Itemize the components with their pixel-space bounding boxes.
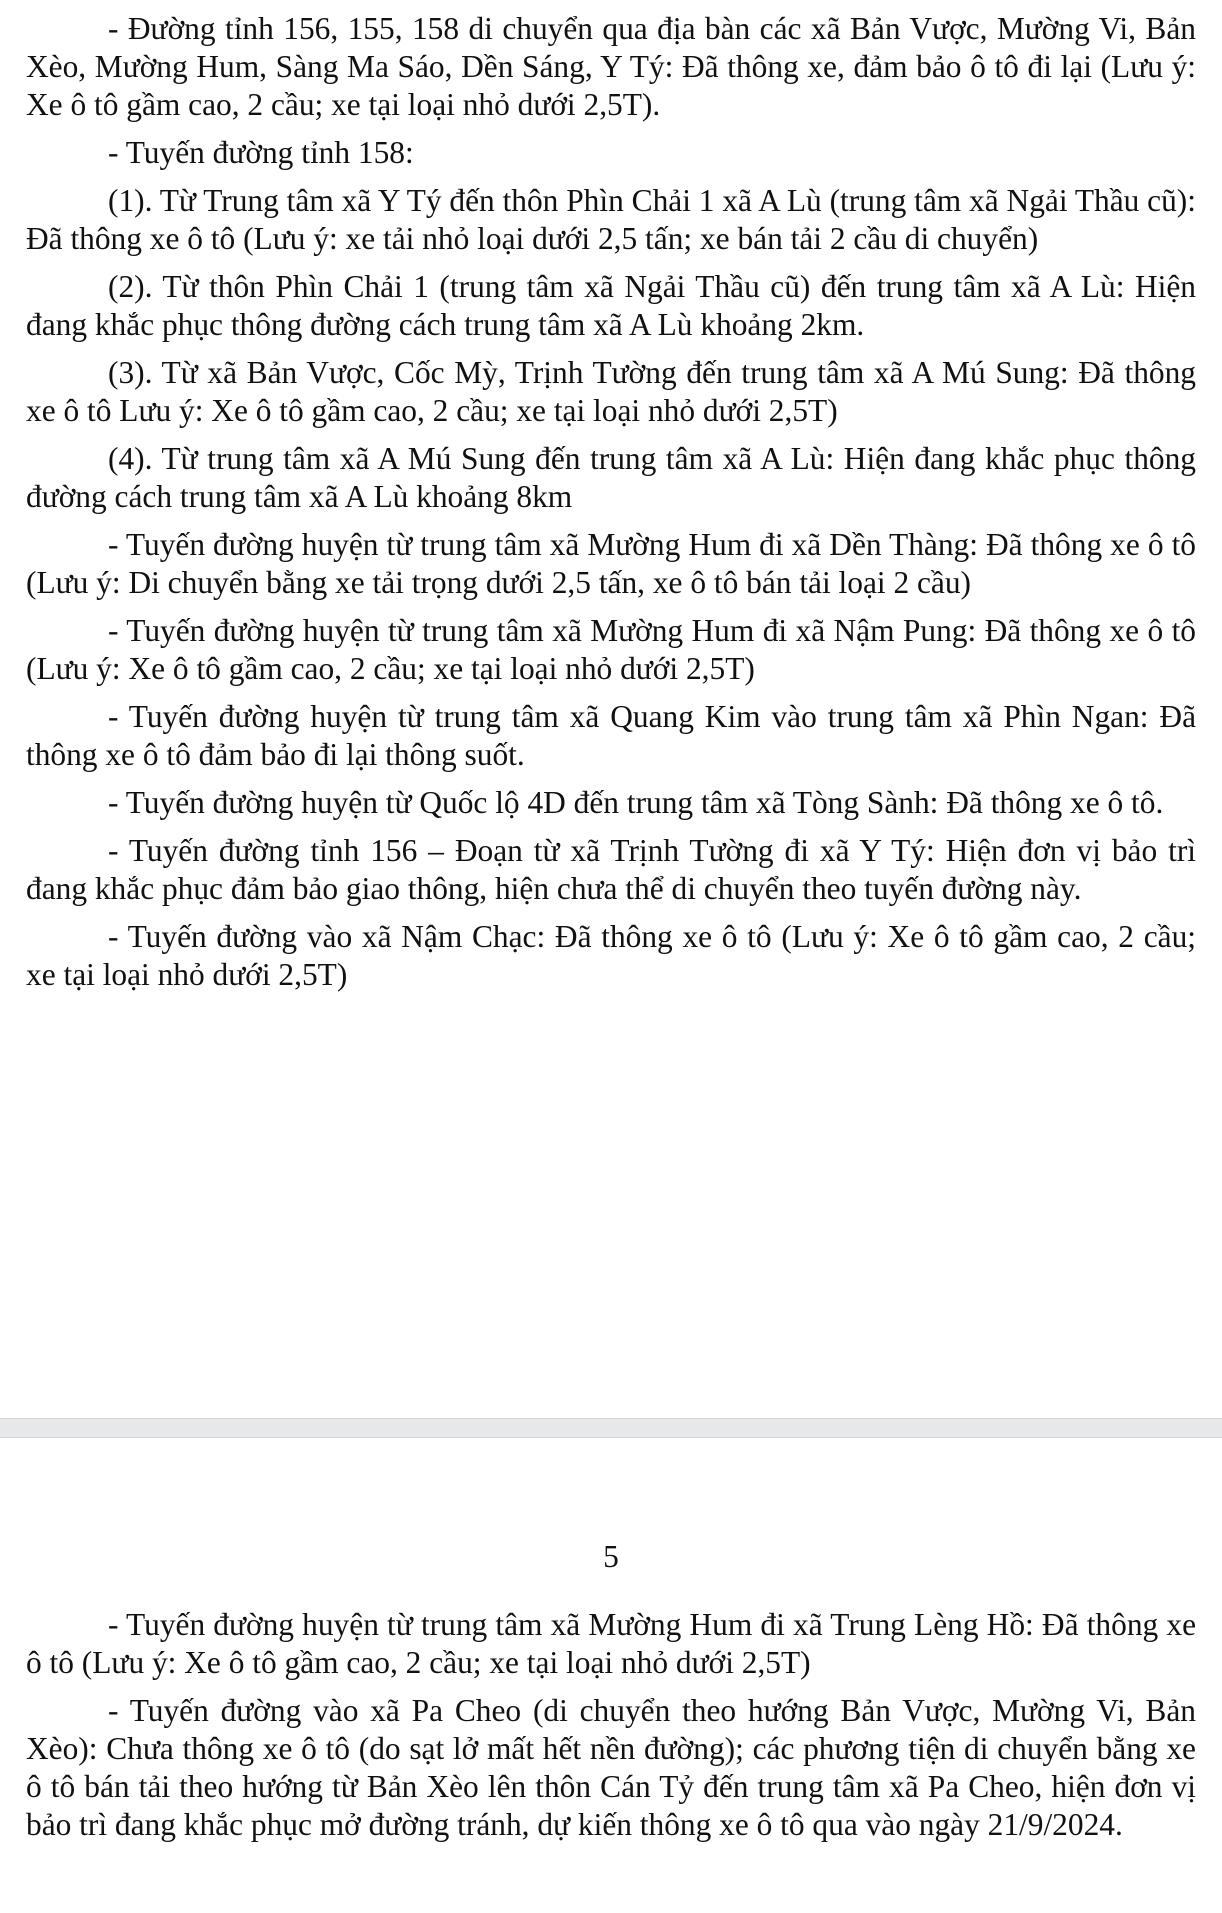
page-5-body: [26, 1606, 1196, 1854]
paragraph-route-158-item-4: (4). Từ trung tâm xã A Mú Sung đến trung tâm xã A Lù: Hiện đang khắc phục thông đường cách trung tâm xã A Lù khoảng 8km: [26, 441, 1196, 514]
paragraph-route-158-item-3: (3). Từ xã Bản Vược, Cốc Mỳ, Trịnh Tường đến trung tâm xã A Mú Sung: Đã thông xe ô tô Lưu ý: Xe ô tô gầm cao, 2 cầu; xe tại loại nhỏ dưới 2,5T): [26, 355, 1196, 428]
paragraph-muong-hum-nam-pung: - Tuyến đường huyện từ trung tâm xã Mường Hum đi xã Nậm Pung: Đã thông xe ô tô (Lưu ý: Xe ô tô gầm cao, 2 cầu; xe tại loại nhỏ dưới 2,5T): [26, 613, 1196, 686]
paragraph-provincial-roads-156-155-158: - Đường tỉnh 156, 155, 158 di chuyển qua địa bàn các xã Bản Vược, Mường Vi, Bản Xèo, Mường Hum, Sàng Ma Sáo, Dền Sáng, Y Tý: Đã thông xe, đảm bảo ô tô đi lại (Lưu ý: Xe ô tô gầm cao, 2 cầu; xe tại loại nhỏ dưới 2,5T).: [26, 11, 1196, 122]
page-separator: [0, 1418, 1222, 1438]
paragraph-ql4d-tong-sanh: - Tuyến đường huyện từ Quốc lộ 4D đến trung tâm xã Tòng Sành: Đã thông xe ô tô.: [108, 785, 1164, 820]
paragraph-muong-hum-trung-leng-ho: - Tuyến đường huyện từ trung tâm xã Mường Hum đi xã Trung Lèng Hồ: Đã thông xe ô tô (Lưu ý: Xe ô tô gầm cao, 2 cầu; xe tại loại nhỏ dưới 2,5T): [26, 1607, 1196, 1680]
document-page-5: [0, 1438, 1222, 1913]
paragraph-route-158-heading: - Tuyến đường tỉnh 158:: [108, 135, 414, 170]
paragraph-route-158-item-1: (1). Từ Trung tâm xã Y Tý đến thôn Phìn Chải 1 xã A Lù (trung tâm xã Ngải Thầu cũ): Đã thông xe ô tô (Lưu ý: xe tải nhỏ loại dưới 2,5 tấn; xe bán tải 2 cầu di chuyển): [26, 183, 1196, 256]
paragraph-route-158-item-2: (2). Từ thôn Phìn Chải 1 (trung tâm xã Ngải Thầu cũ) đến trung tâm xã A Lù: Hiện đang khắc phục thông đường cách trung tâm xã A Lù khoảng 2km.: [26, 269, 1196, 342]
paragraph-quang-kim-phin-ngan: - Tuyến đường huyện từ trung tâm xã Quang Kim vào trung tâm xã Phìn Ngan: Đã thông xe ô tô đảm bảo đi lại thông suốt.: [26, 699, 1196, 772]
paragraph-pa-cheo: - Tuyến đường vào xã Pa Cheo (di chuyển theo hướng Bản Vược, Mường Vi, Bản Xèo): Chưa thông xe ô tô (do sạt lở mất hết nền đường); các phương tiện di chuyển bằng xe ô tô bán tải theo hướng từ Bản Xèo lên thôn Cán Tỷ đến trung tâm xã Pa Cheo, hiện đơn vị bảo trì đang khắc phục mở đường tránh, dự kiến thông xe ô tô qua vào ngày 21/9/2024.: [26, 1693, 1196, 1842]
page-4-body: [26, 10, 1196, 1004]
paragraph-route-156-trinh-tuong-y-ty: - Tuyến đường tỉnh 156 – Đoạn từ xã Trịnh Tường đi xã Y Tý: Hiện đơn vị bảo trì đang khắc phục đảm bảo giao thông, hiện chưa thể di chuyển theo tuyến đường này.: [26, 833, 1196, 906]
page-number: 5: [603, 1539, 619, 1574]
paragraph-muong-hum-den-thang: - Tuyến đường huyện từ trung tâm xã Mường Hum đi xã Dền Thàng: Đã thông xe ô tô (Lưu ý: Di chuyển bằng xe tải trọng dưới 2,5 tấn, xe ô tô bán tải loại 2 cầu): [26, 527, 1196, 600]
paragraph-nam-chac: - Tuyến đường vào xã Nậm Chạc: Đã thông xe ô tô (Lưu ý: Xe ô tô gầm cao, 2 cầu; xe tại loại nhỏ dưới 2,5T): [26, 919, 1196, 992]
